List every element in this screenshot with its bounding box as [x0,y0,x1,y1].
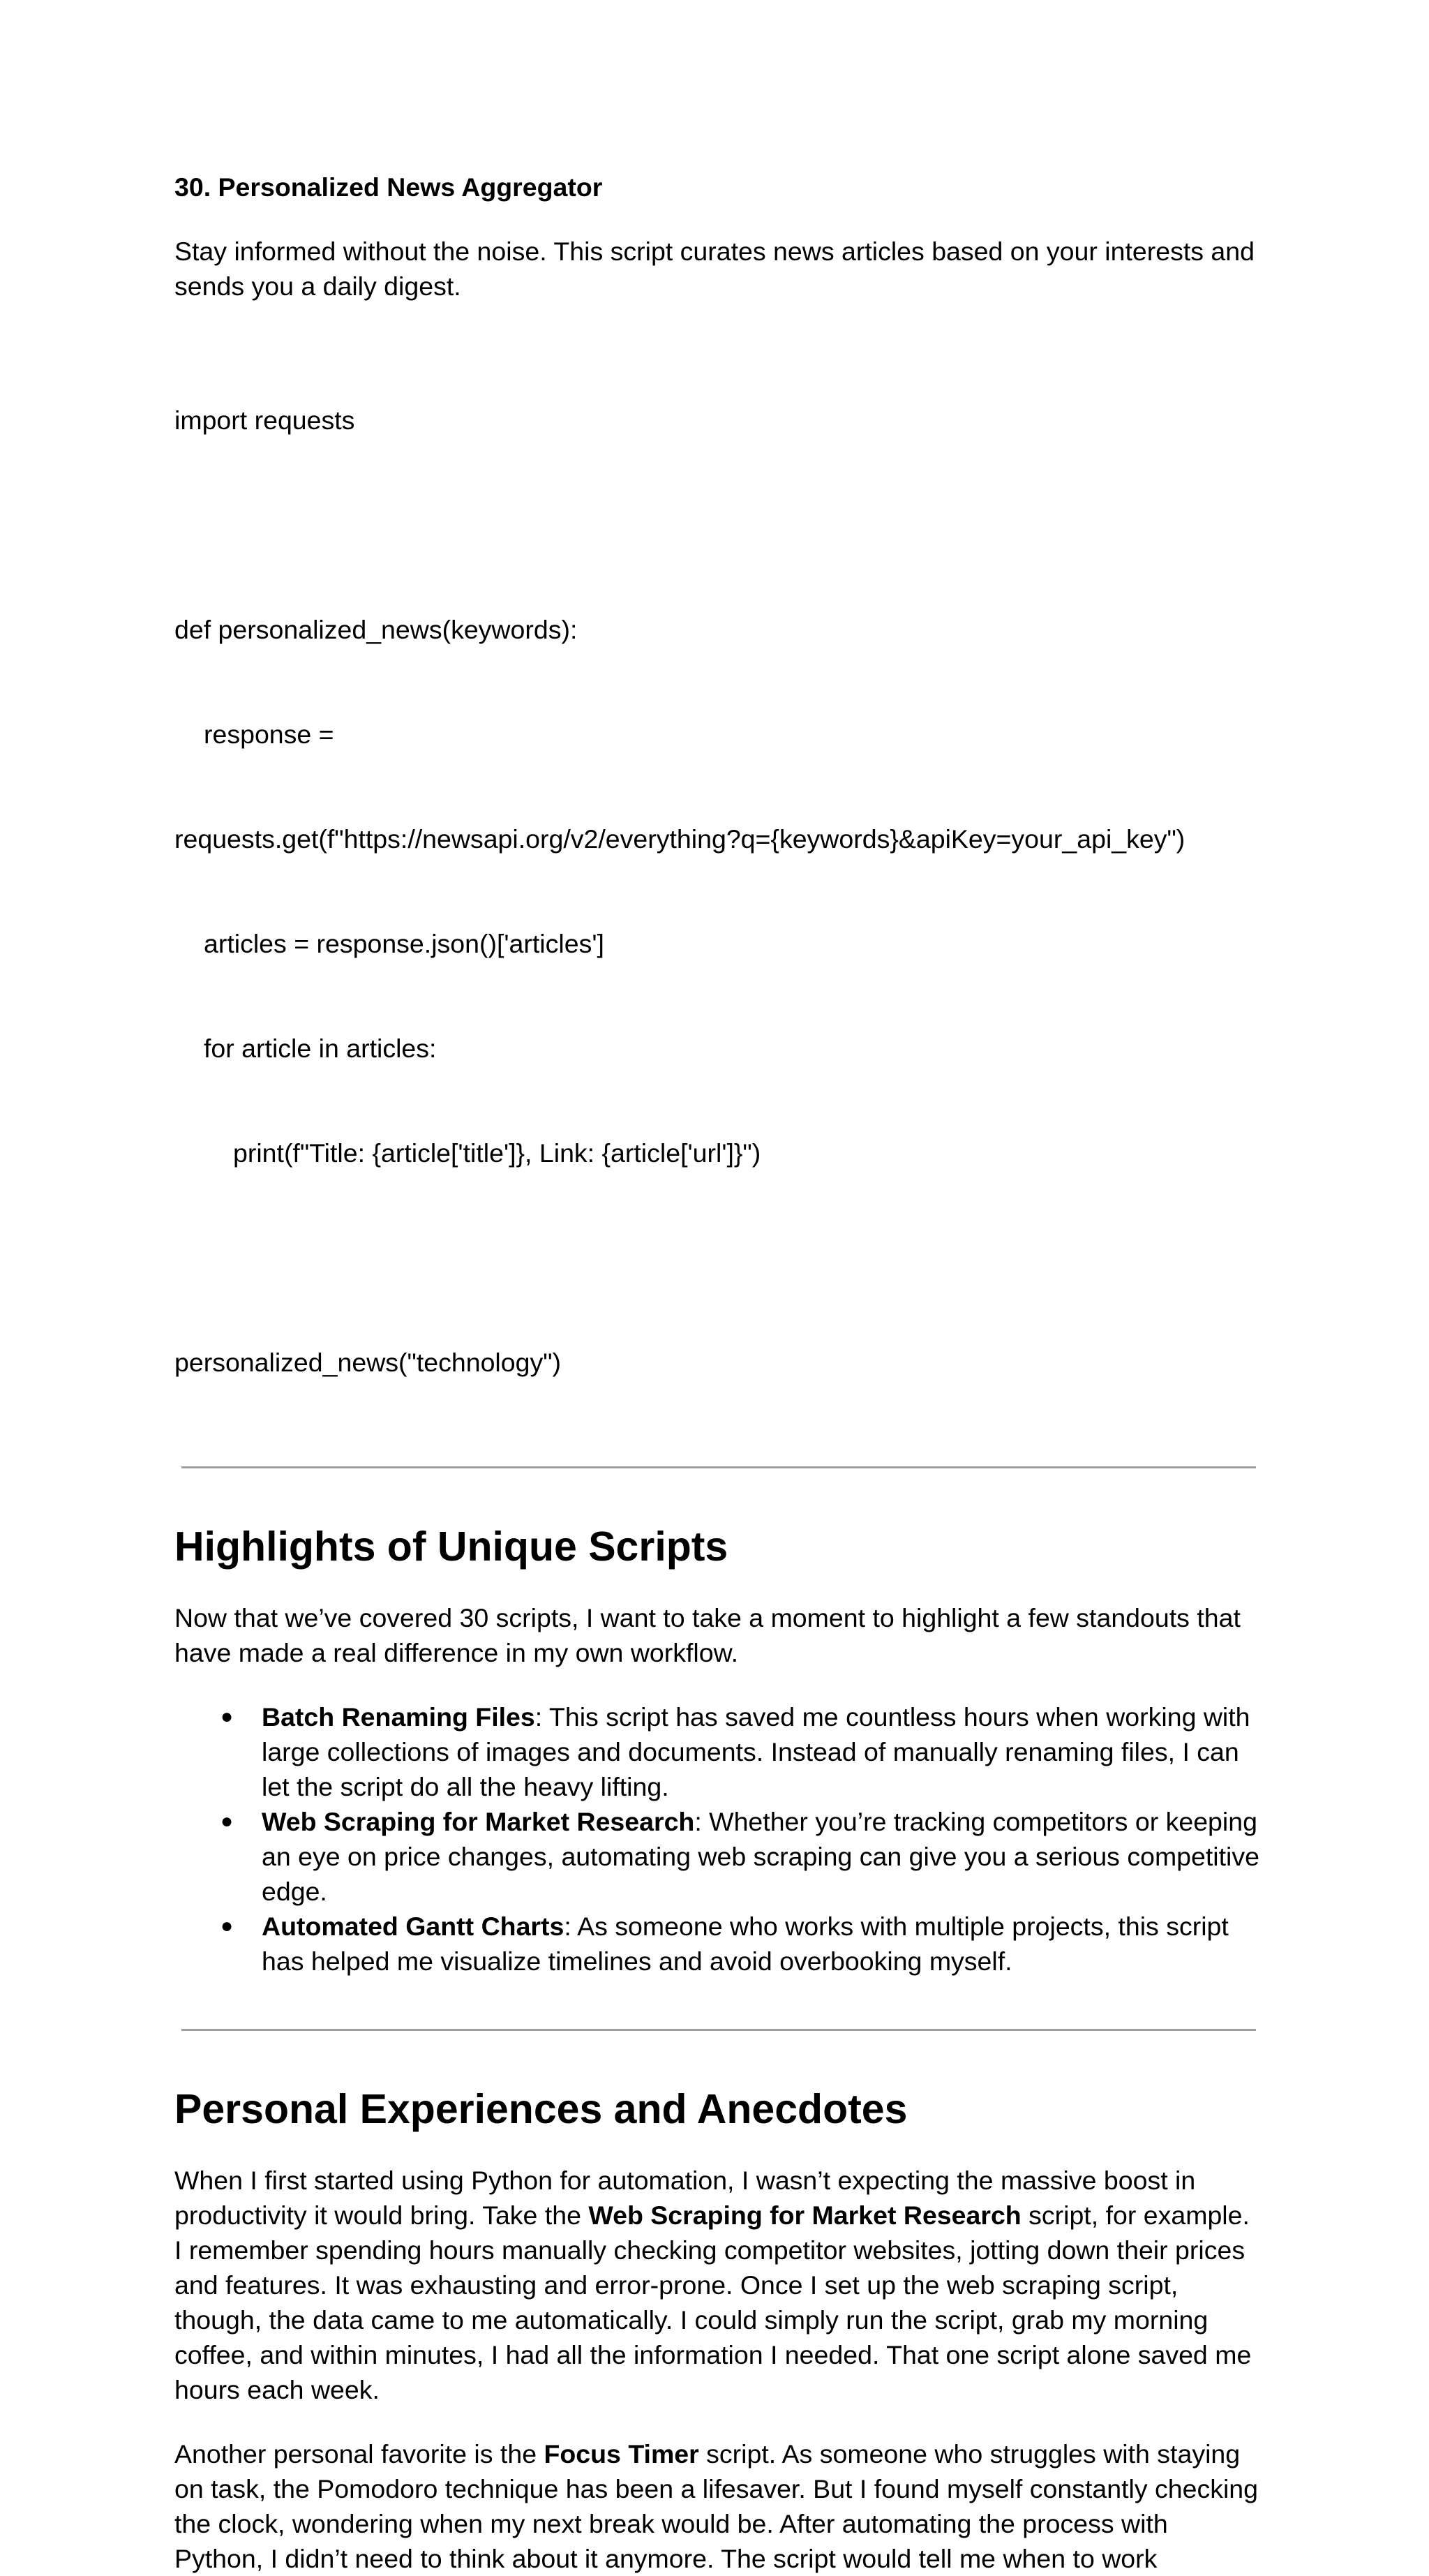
horizontal-rule [181,1466,1256,1468]
paragraph-text: Another personal favorite is the [174,2439,544,2469]
item-text: : This script has saved me countless hours when working with large collections of images and documents. Instead of manually renaming files, I can let the script do all the heavy lifting. [262,1702,1250,1801]
code-line: personalized_news("technology") [174,1348,562,1377]
script-intro: Stay informed without the noise. This script curates news articles based on your interests and sends you a daily digest. [174,237,1255,301]
code-blank-line [174,1240,1263,1275]
paragraph-emphasis: Focus Timer [544,2439,699,2469]
item-text: : Whether you’re tracking competitors or keeping an eye on price changes, automating web scraping can give you a serious competitive edge. [262,1807,1259,1906]
paragraph-text: When I first started using Python for automation, I wasn’t expecting the massive boost in productivity it would bring. Take the [174,2166,1196,2230]
bullet-icon: ● [220,1914,234,1937]
item-name: Automated Gantt Charts [262,1912,564,1941]
code-line: articles = response.json()['articles'] [204,929,604,958]
item-name: Batch Renaming Files [262,1702,535,1732]
highlights-intro: Now that we’ve covered 30 scripts, I want to take a moment to highlight a few standouts that have made a real difference in my own workflow. [174,1603,1241,1667]
list-item [174,1699,1263,1804]
paragraph-emphasis: Web Scraping for Market Research [588,2201,1022,2230]
experiences-heading: Personal Experiences and Anecdotes [174,2086,908,2132]
bullet-icon: ● [220,1810,234,1833]
list-item [174,1909,1263,1979]
code-blank-line [174,507,1263,542]
script-title: 30. Personalized News Aggregator [174,172,603,202]
highlights-heading: Highlights of Unique Scripts [174,1524,728,1570]
experiences-paragraph [174,2436,1263,2576]
paragraph-text: script, for example. I remember spending hours manually checking competitor websites, jotting down their prices and features. It was exhausting and error-prone. Once I set up the web scraping script, though, the data came to me automatically. I could simply run the script, grab my morning coffee, and within minutes, I had all the information I needed. That one script alone saved me hours each week. [174,2201,1252,2404]
list-item [174,1804,1263,1909]
item-name: Web Scraping for Market Research [262,1807,695,1836]
code-line: print(f"Title: {article['title']}, Link: {article['url']}") [233,1138,761,1168]
code-line: import requests [174,405,355,435]
experiences-paragraph [174,2163,1263,2407]
document-page [174,170,1263,2576]
bullet-icon: ● [220,1705,234,1728]
paragraph-text: script. As someone who struggles with staying on task, the Pomodoro technique has been a lifesaver. But I found myself constantly checking the clock, wondering when my next break would be. After automating the process with Python, I didn’t need to think about it anymore. The script would tell me when to work [174,2439,1259,2573]
code-line: response = [204,720,334,749]
code-line: requests.get(f"https://newsapi.org/v2/everything?q={keywords}&apiKey=your_api_key") [174,824,1185,854]
item-text: : As someone who works with multiple projects, this script has helped me visualize timelines and avoid overbooking myself. [262,1912,1229,1976]
highlights-list [174,1699,1263,1979]
code-line: def personalized_news(keywords): [174,615,578,644]
horizontal-rule [181,2029,1256,2031]
code-block [174,333,1263,1450]
code-line: for article in articles: [204,1034,437,1063]
